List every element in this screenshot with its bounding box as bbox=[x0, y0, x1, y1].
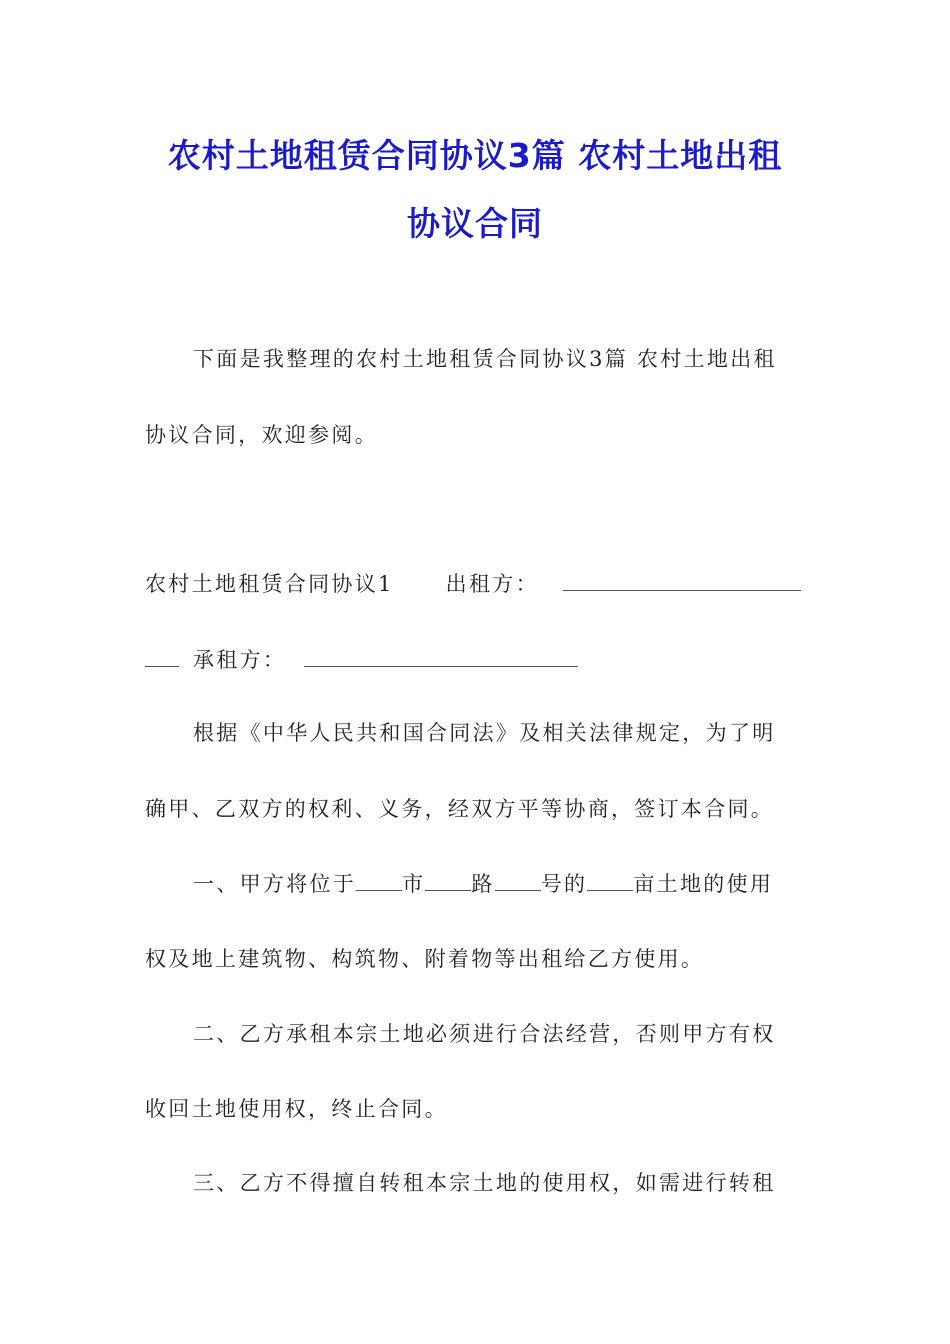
lessee-label: 承租方： bbox=[193, 648, 287, 672]
clause-2-line-2: 收回土地使用权，终止合同。 bbox=[145, 1097, 448, 1121]
document-title-line-2: 协议合同 bbox=[407, 204, 543, 243]
clause-1-road: 路 bbox=[471, 872, 495, 896]
intro-line-2: 协议合同，欢迎参阅。 bbox=[145, 423, 378, 447]
lessee-line bbox=[145, 645, 810, 675]
clause-2-line-1: 二、乙方承租本宗土地必须进行合法经营，否则甲方有权 bbox=[193, 1022, 776, 1046]
city-blank bbox=[356, 870, 402, 891]
agreement-heading-line bbox=[145, 569, 810, 599]
area-blank bbox=[587, 870, 633, 891]
clause-1-rest: 亩土地的使用 bbox=[633, 872, 774, 896]
intro-line-1: 下面是我整理的农村土地租赁合同协议3篇 农村土地出租 bbox=[193, 347, 777, 371]
lessor-blank-continued bbox=[145, 646, 179, 667]
clause-1-prefix: 一、甲方将位于 bbox=[193, 872, 357, 896]
clause-1-line-2: 权及地上建筑物、构筑物、附着物等出租给乙方使用。 bbox=[145, 947, 705, 971]
basis-paragraph-line-2: 确甲、乙双方的权利、义务，经双方平等协商，签订本合同。 bbox=[145, 797, 775, 821]
agreement-heading: 农村土地租赁合同协议1 bbox=[145, 572, 394, 596]
lessor-blank bbox=[563, 570, 801, 591]
road-blank bbox=[425, 870, 471, 891]
document-title-line-1: 农村土地租赁合同协议3篇 农村土地出租 bbox=[167, 136, 783, 175]
clause-1-number: 号的 bbox=[540, 872, 588, 896]
clause-1-city: 市 bbox=[402, 872, 426, 896]
number-blank bbox=[495, 870, 541, 891]
lessee-blank bbox=[304, 646, 578, 667]
lessor-label: 出租方： bbox=[445, 572, 539, 596]
clause-1-line-1 bbox=[193, 869, 858, 899]
basis-paragraph-line-1: 根据《中华人民共和国合同法》及相关法律规定，为了明 bbox=[193, 721, 776, 745]
clause-3-line-1: 三、乙方不得擅自转租本宗土地的使用权，如需进行转租 bbox=[193, 1171, 776, 1195]
